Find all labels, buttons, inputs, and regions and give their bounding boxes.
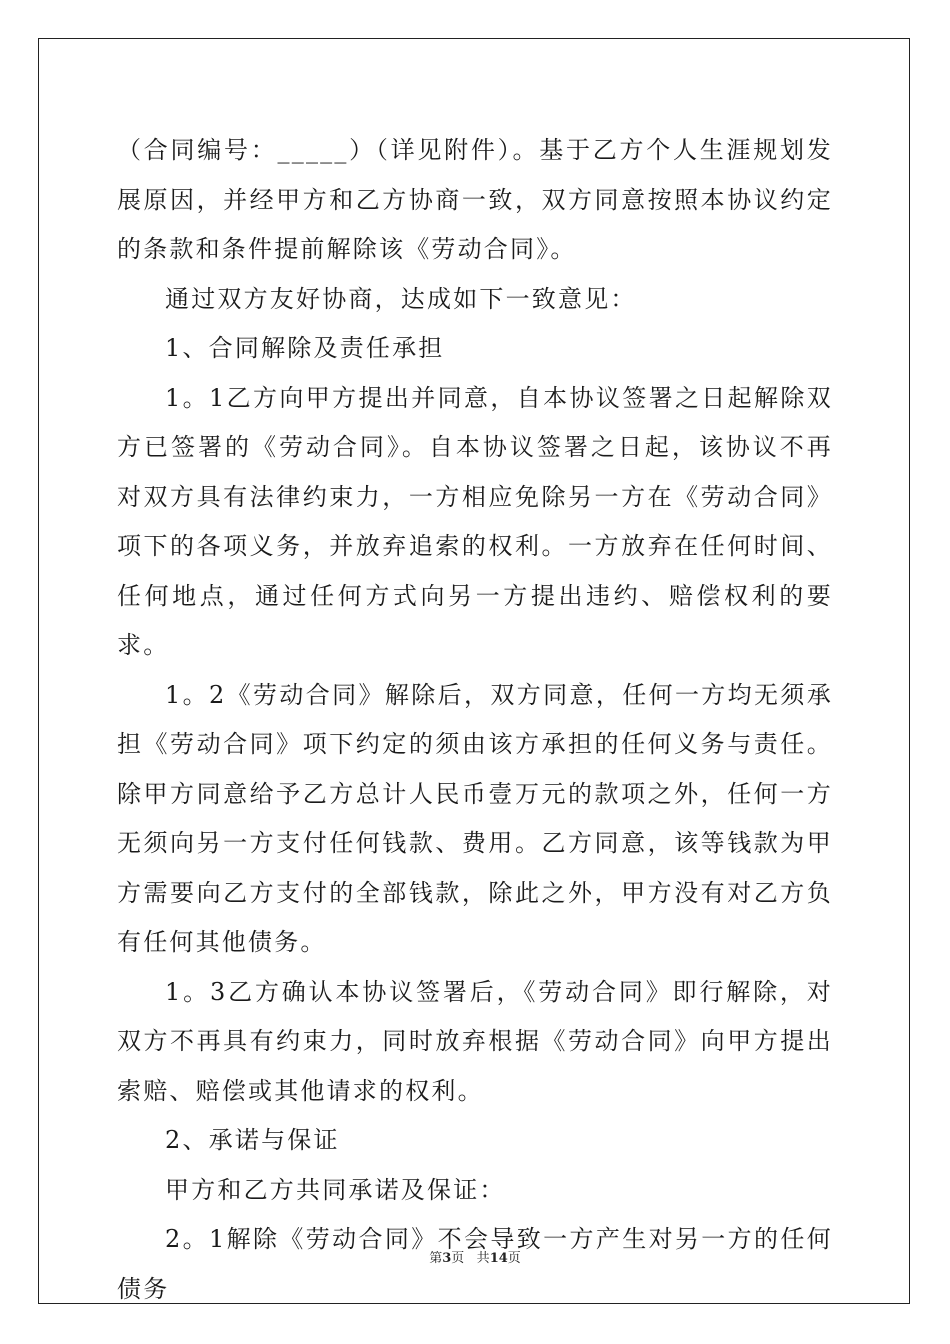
- paragraph-contract-number: （合同编号：_____）（详见附件）。基于乙方个人生涯规划发展原因，并经甲方和乙方协商一致，双方同意按照本协议约定的条款和条件提前解除该《劳动合同》。: [117, 136, 833, 263]
- total-suffix: 页: [507, 1251, 521, 1266]
- clause-1-3: 1。3乙方确认本协议签署后，《劳动合同》即行解除，对双方不再具有约束力，同时放弃根据《劳动合同》向甲方提出索赔、赔偿或其他请求的权利。: [117, 977, 833, 1105]
- page-number: 3: [442, 1251, 452, 1266]
- paragraph-joint-commitment: 甲方和乙方共同承诺及保证：: [165, 1175, 506, 1204]
- clause-2-1: 2。1解除《劳动合同》不会导致一方产生对另一方的任何债务: [117, 1225, 833, 1303]
- page-prefix: 第: [429, 1251, 443, 1266]
- clause-1-1: 1。1乙方向甲方提出并同意，自本协议签署之日起解除双方已签署的《劳动合同》。自本协议签署之日起，该协议不再对双方具有法律约束力，一方相应免除另一方在《劳动合同》项下的各项义务，并放弃追索的权利。一方放弃在任何时间、任何地点，通过任何方式向另一方提出违约、赔偿权利的要求。: [117, 383, 833, 659]
- page-footer: [0, 1247, 950, 1266]
- clause-1-2: 1。2《劳动合同》解除后，双方同意，任何一方均无须承担《劳动合同》项下约定的须由该方承担的任何义务与责任。除甲方同意给予乙方总计人民币壹万元的款项之外，任何一方无须向另一方支付任何钱款、费用。乙方同意，该等钱款为甲方需要向乙方支付的全部钱款，除此之外，甲方没有对乙方负有任何其他债务。: [117, 680, 833, 956]
- total-pages: 14: [489, 1251, 508, 1266]
- page-suffix: 页: [451, 1251, 465, 1266]
- section-heading-commitments: 2、承诺与保证: [165, 1126, 340, 1154]
- section-heading-termination: 1、合同解除及责任承担: [165, 334, 445, 362]
- document-body: [117, 126, 833, 1314]
- paragraph-consensus-intro: 通过双方友好协商，达成如下一致意见：: [165, 284, 637, 313]
- total-prefix: 共: [476, 1251, 490, 1266]
